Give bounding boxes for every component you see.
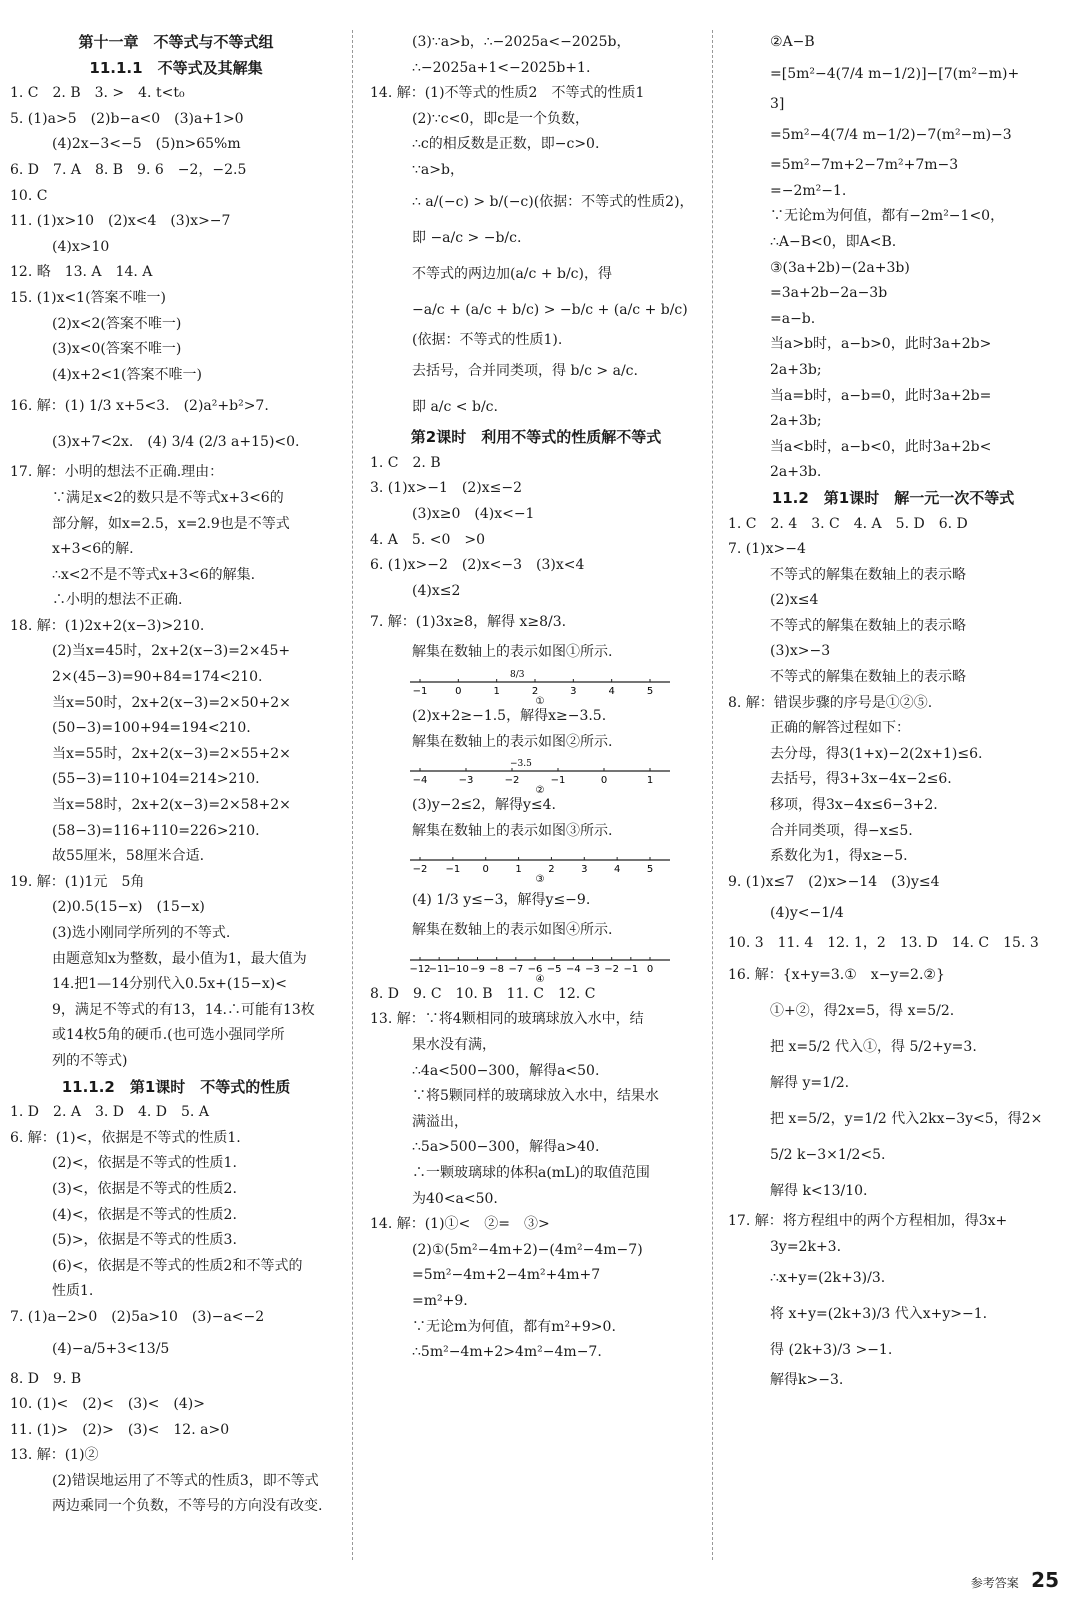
answer-line: ∵无论m为何值，都有−2m²−1<0， [770,208,1005,225]
tick-label: −2 [412,864,428,876]
answer-line: =−2m²−1. [770,182,847,199]
answer-line: 11. (1)x>10 (2)x<4 (3)x>−7 [10,213,231,230]
answer-line: 3y=2k+3. [770,1238,842,1255]
answer-line: 3] [770,95,785,112]
answer-line: (3)<，依据是不等式的性质2. [52,1180,237,1197]
answer-line: 3. (1)x>−1 (2)x≤−2 [370,480,522,497]
answer-line: ∴一颗玻璃球的体积a(mL)的取值范围 [412,1165,650,1182]
answer-line: (2)<，依据是不等式的性质1. [52,1155,237,1172]
answer-line: =[5m²−4(7/4 m−1/2)]−[7(m²−m)+ [770,65,1020,82]
page-footer [971,1568,1059,1592]
tick-label: 3 [581,864,588,876]
answer-line: 合并同类项，得−x≤5. [770,822,913,839]
footer-label: 参考答案 [970,1576,1019,1590]
answer-line: 解得k>−3. [770,1372,844,1389]
tick-label: −10 [447,963,469,975]
answer-line: (2)∵c<0，即c是一个负数， [412,110,590,127]
answer-line: 当a=b时，a−b=0，此时3a+2b= [770,387,992,404]
answer-line: 8. 解：错误步骤的序号是①②⑤. [728,694,933,711]
answer-line: 14. 解：(1)①< ②= ③> [370,1216,550,1233]
answer-line: −a/c + (a/c + b/c) > −b/c + (a/c + b/c) [412,301,688,318]
answer-line: 9，满足不等式的有13，14.∴可能有13枚 [52,1001,315,1018]
answer-line: 不等式的解集在数轴上的表示略 [770,566,966,583]
answer-line: (4)y<−1/4 [770,905,844,922]
answer-line: 13. 解：(1)② [10,1447,99,1464]
answer-line: (2)x<2(答案不唯一) [52,315,182,332]
answer-line: 解集在数轴上的表示如图①所示. [412,644,613,661]
tick-label: 0 [455,685,462,697]
answer-line: 性质1. [52,1283,94,1300]
answer-line: (2)错误地运用了不等式的性质3，即不等式 [52,1472,319,1489]
answer-line: (4)x≤2 [412,582,461,599]
answer-line: 将 x+y=(2k+3)/3 代入x+y>−1. [770,1306,988,1323]
answer-line: 系数化为1，得x≥−5. [770,848,908,865]
answer-line: (依据：不等式的性质1). [412,331,563,348]
tick-label: 4 [613,864,621,876]
answer-line: 去分母，得3(1+x)−2(2x+1)≤6. [770,745,983,762]
answer-line: =5m²−7m+2−7m²+7m−3 [770,157,959,174]
answer-line: 当a<b时，a−b<0，此时3a+2b< [770,438,992,455]
answer-line: ∴小明的想法不正确. [52,592,183,609]
answer-line: 2a+3b; [770,413,822,430]
number-line-svg [370,944,670,982]
answer-line: 解集在数轴上的表示如图④所示. [412,922,613,939]
answer-line: 把 x=5/2 代入①，得 5/2+y=3. [770,1039,977,1055]
answer-line: 故55厘米，58厘米合适. [52,848,205,865]
answer-line: 当x=58时，2x+2(x−3)=2×58+2× [52,797,291,814]
tick-label: −9 [470,963,485,975]
tick-label: 2 [548,864,555,876]
answer-line: 14.把1—14分别代入0.5x+(15−x)< [52,976,287,993]
answer-line: 8. D 9. B [10,1370,82,1387]
answer-line: 2×(45−3)=90+84=174<210. [52,669,263,686]
answer-line: ∴c的相反数是正数，即−c>0. [412,136,600,153]
answer-line: =3a+2b−2a−3b [770,285,888,302]
answer-line: (3)x<0(答案不唯一) [52,341,182,358]
answer-column-3 [728,30,1058,1560]
answer-line: 4. A 5. <0 >0 [370,531,486,548]
answer-line: (4)x>10 [52,238,110,255]
answer-line: 解得 y=1/2. [770,1075,850,1091]
answer-line: (2)x+2≥−1.5，解得x≥−3.5. [412,707,607,724]
answer-line: ∴ a/(−c) > b/(−c)(依据：不等式的性质2)， [412,193,694,210]
answer-line: (6)<，依据是不等式的性质2和不等式的 [52,1257,303,1274]
tick-label: 5 [646,864,654,876]
answer-line: 14. 解：(1)不等式的性质2 不等式的性质1 [370,85,645,102]
answer-line: 16. 解：{x+y=3.① x−y=2.②} [728,967,945,983]
section-heading: 11.1.1 不等式及其解集 [89,58,263,77]
answer-line: ①+②，得2x=5，得 x=5/2. [770,1003,955,1019]
answer-line: 不等式的解集在数轴上的表示略 [770,669,966,686]
answer-line: =5m²−4m+2−4m²+4m+7 [412,1267,601,1284]
answer-line: 解集在数轴上的表示如图②所示. [412,733,613,750]
answer-line: 1. C 2. B [370,454,441,471]
answer-line: 1. C 2. 4 3. C 4. A 5. D 6. D [728,515,968,532]
number-line-svg [370,755,670,793]
answer-line: (4) 1/3 y≤−3，解得y≤−9. [412,892,591,909]
figure-caption: ③ [535,874,545,883]
answer-line: (58−3)=116+110=226>210. [52,822,260,839]
answer-line: 解得 k<13/10. [770,1183,868,1199]
answer-line: 满溢出， [412,1113,468,1130]
answer-line: 不等式的两边加(a/c + b/c)，得 [412,265,612,282]
answer-line: 由题意知x为整数，最小值为1，最大值为 [52,950,307,967]
tick-label: 2 [531,685,539,697]
tick-label: −3 [458,775,474,787]
number-line [370,755,702,793]
answer-line: (2)当x=45时，2x+2(x−3)=2×45+ [52,643,291,660]
answer-line: 9. (1)x≤7 (2)x>−14 (3)y≤4 [728,873,940,890]
answer-line: 7. 解：(1)3x≥8，解得 x≥8/3. [370,614,567,631]
tick-label: 4 [608,685,615,697]
answer-line: =a−b. [770,310,816,327]
tick-label: 1 [646,775,654,787]
tick-label: 0 [482,864,489,876]
answer-line: 两边乘同一个负数，不等号的方向没有改变. [52,1498,323,1515]
answer-line: ②A−B [770,34,815,50]
mark-label: −3.5 [510,759,532,770]
answer-line: 部分解，如x=2.5，x=2.9也是不等式 [52,515,290,532]
number-line-svg [370,666,670,704]
number-line-svg [370,844,670,882]
answer-line: 8. D 9. C 10. B 11. C 12. C [370,985,596,1002]
answer-line: 17. 解：将方程组中的两个方程相加，得3x+ [728,1213,1008,1229]
answer-line: 不等式的解集在数轴上的表示略 [770,617,966,634]
answer-line: 5. (1)a>5 (2)b−a<0 (3)a+1>0 [10,110,244,127]
section-heading: 第2课时 利用不等式的性质解不等式 [410,428,662,447]
answer-line: ∵无论m为何值，都有m²+9>0. [412,1318,616,1335]
answer-line: 当x=50时，2x+2(x−3)=2×50+2× [52,694,291,711]
tick-label: −5 [546,963,562,975]
answer-line: 正确的解答过程如下： [770,720,910,737]
answer-column-1 [10,30,342,1560]
answer-line: 10. 3 11. 4 12. 1，2 13. D 14. C 15. 3 [728,935,1039,952]
tick-label: −8 [489,963,505,975]
answer-line: 解集在数轴上的表示如图③所示. [412,822,613,839]
tick-label: −7 [508,963,524,975]
answer-line: (3)x>−3 [770,643,831,660]
tick-label: −4 [412,775,428,787]
answer-line: (3)y−2≤2，解得y≤4. [412,797,557,814]
answer-line: 18. 解：(1)2x+2(x−3)>210. [10,617,205,634]
answer-line: 列的不等式) [52,1052,128,1069]
tick-label: −3 [585,963,600,975]
answer-line: 7. (1)x>−4 [728,541,806,558]
answer-line: ∴5m²−4m+2>4m²−4m−7. [412,1344,602,1361]
answer-line: 当x=55时，2x+2(x−3)=2×55+2× [52,745,291,762]
answer-line: (2)①(5m²−4m+2)−(4m²−4m−7) [412,1241,643,1258]
answer-line: 10. (1)< (2)< (3)< (4)> [10,1396,205,1413]
answer-line: (4)2x−3<−5 (5)n>65%m [52,136,241,153]
answer-column-2 [370,30,702,1560]
tick-label: 0 [600,775,608,787]
answer-line: ∴5a>500−300，解得a>40. [412,1139,600,1156]
section-heading: 11.1.2 第1课时 不等式的性质 [61,1077,291,1096]
tick-label: −1 [445,864,461,876]
figure-caption: ① [535,695,545,704]
answer-line: ∴A−B<0，即A<B. [770,233,897,250]
answer-line: 得 (2k+3)/3 >−1. [770,1342,893,1359]
answer-line: ③(3a+2b)−(2a+3b) [770,259,910,276]
answer-line: (3)x≥0 (4)x<−1 [412,505,535,522]
number-line [370,666,702,704]
answer-line: 即 a/c < b/c. [412,399,498,416]
answer-line: 19. 解：(1)1元 5角 [10,873,145,890]
section-heading: 11.2 第1课时 解一元一次不等式 [771,488,1015,507]
tick-label: 1 [515,864,522,876]
answer-line: =m²+9. [412,1293,468,1309]
tick-label: −1 [623,963,639,975]
column-separator [712,30,713,1560]
answer-line: ∴4a<500−300，解得a<50. [412,1062,600,1079]
answer-line: 2a+3b. [770,464,822,481]
answer-line: (3)选小刚同学所列的不等式. [52,925,231,941]
answer-line: (50−3)=100+94=194<210. [52,720,251,737]
answer-line: (4)x+2<1(答案不唯一) [52,366,202,383]
answer-line: (5)>，依据是不等式的性质3. [52,1232,237,1249]
answer-line: 1. C 2. B 3. > 4. t<t₀ [10,85,185,102]
answer-line: (3)∵a>b，∴−2025a<−2025b， [412,34,631,50]
answer-line: 17. 解：小明的想法不正确.理由： [10,464,224,481]
answer-line: ∵将5颗同样的玻璃球放入水中，结果水 [412,1088,659,1105]
answer-line: ∵满足x<2的数只是不等式x+3<6的 [52,489,284,506]
answer-line: 13. 解：∵将4颗相同的玻璃球放入水中，结 [370,1011,644,1028]
answer-line: 6. (1)x>−2 (2)x<−3 (3)x<4 [370,557,585,574]
answer-line: 为40<a<50. [412,1190,498,1207]
answer-line: (55−3)=110+104=214>210. [52,771,260,788]
answer-line: (4)−a/5+3<13/5 [52,1340,170,1357]
answer-line: 11. (1)> (2)> (3)< 12. a>0 [10,1421,230,1438]
tick-label: 1 [493,685,500,697]
number-line [370,944,702,982]
answer-line: 6. D 7. A 8. B 9. 6 −2，−2.5 [10,161,247,178]
tick-label: −4 [565,963,581,975]
mark-label: 8/3 [510,669,525,680]
tick-label: −2 [504,775,520,787]
answer-line: x+3<6的解. [52,541,134,558]
figure-caption: ② [535,785,545,794]
tick-label: −6 [527,963,543,975]
answer-line: 6. 解：(1)<，依据是不等式的性质1. [10,1129,241,1146]
answer-line: =5m²−4(7/4 m−1/2)−7(m²−m)−3 [770,127,1012,144]
tick-label: −1 [550,775,566,787]
section-heading: 第十一章 不等式与不等式组 [78,33,274,51]
answer-line: (4)<，依据是不等式的性质2. [52,1206,237,1223]
answer-line: 2a+3b; [770,361,822,378]
tick-label: 5 [646,685,654,697]
answer-line: 果水没有满， [412,1037,496,1054]
column-separator [352,30,353,1560]
answer-line: 7. (1)a−2>0 (2)5a>10 (3)−a<−2 [10,1308,265,1325]
tick-label: −1 [412,685,428,697]
tick-label: −2 [604,963,620,975]
answer-line: 1. D 2. A 3. D 4. D 5. A [10,1104,209,1121]
answer-line: 即 −a/c > −b/c. [412,229,522,246]
answer-line: 15. (1)x<1(答案不唯一) [10,289,167,306]
answer-line: ∴x<2不是不等式x+3<6的解集. [52,566,256,583]
answer-line: 移项，得3x−4x≤6−3+2. [770,797,938,814]
answer-line: 去括号，合并同类项，得 b/c > a/c. [412,363,638,380]
answer-line: 把 x=5/2，y=1/2 代入2kx−3y<5，得2× [770,1111,1043,1127]
number-line [370,844,702,882]
answer-line: 去括号，得3+3x−4x−2≤6. [770,771,952,788]
tick-label: 3 [570,685,577,697]
answer-line: ∴−2025a+1<−2025b+1. [412,59,591,76]
answer-line: 或14枚5角的硬币.(也可选小强同学所 [52,1027,285,1044]
answer-line: ∴x+y=(2k+3)/3. [770,1270,886,1287]
tick-label: 0 [646,963,654,975]
answer-line: ∵a>b， [412,161,464,178]
answer-line: (3)x+7<2x. (4) 3/4 (2/3 a+15)<0. [52,434,300,451]
answer-line: 16. 解：(1) 1/3 x+5<3. (2)a²+b²>7. [10,398,269,415]
page-number: 25 [1031,1568,1059,1592]
answer-line: 12. 略 13. A 14. A [10,264,153,281]
answer-line: (2)x≤4 [770,592,819,609]
answer-line: 10. C [10,187,48,204]
figure-caption: ④ [535,973,545,982]
tick-label: −11 [428,963,450,975]
tick-label: −12 [409,963,431,975]
answer-line: 5/2 k−3×1/2<5. [770,1147,886,1163]
answer-line: 当a>b时，a−b>0，此时3a+2b> [770,336,992,353]
answer-line: (2)0.5(15−x) (15−x) [52,899,205,916]
